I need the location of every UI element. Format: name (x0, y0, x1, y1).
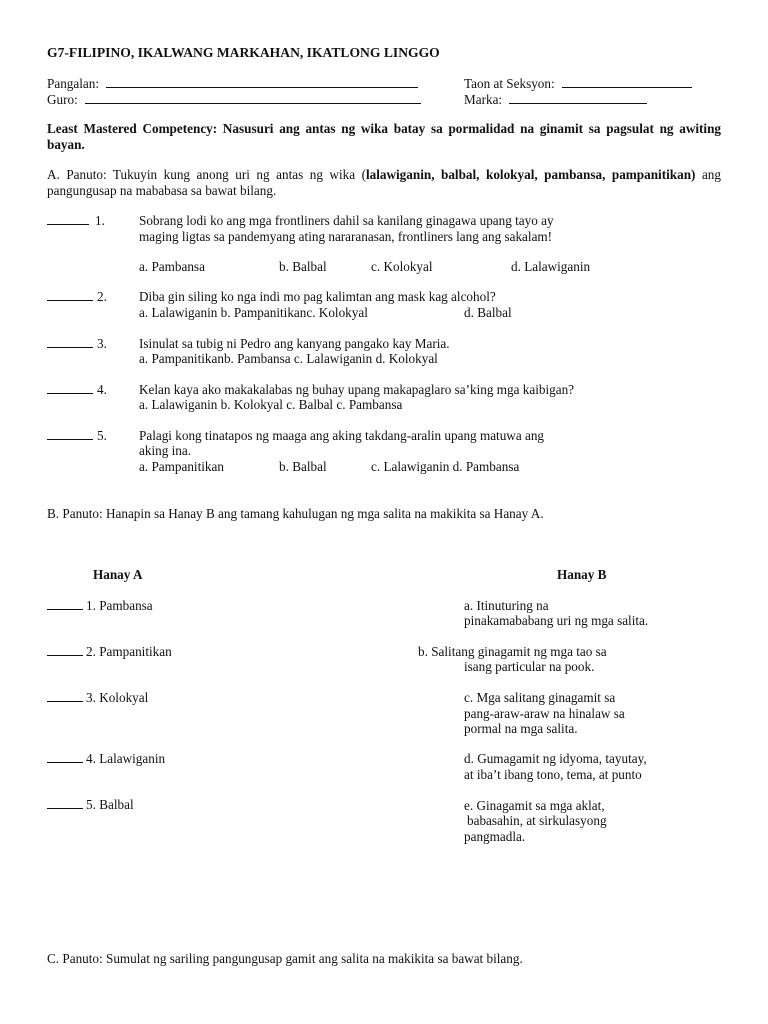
name-label: Pangalan: (47, 76, 100, 91)
column-b-item-b: isang particular na pook. (464, 659, 595, 674)
column-b-item-b: b. Salitang ginagamit ng mga tao sa (418, 644, 607, 659)
column-a-item-2: 2. Pampanitikan (47, 644, 172, 660)
teacher-field (47, 91, 421, 108)
teacher-label: Guro: (47, 92, 78, 107)
part-c-instructions: C. Panuto: Sumulat ng sariling pangungusap gamit ang salita na makikita sa bawat bilang. (47, 951, 523, 966)
column-b-item-c: pormal na mga salita. (464, 721, 578, 736)
column-b-item-a: pinakamababang uri ng mga salita. (464, 613, 649, 628)
column-b-heading: Hanay B (557, 567, 607, 582)
column-b-item-c: c. Mga salitang ginagamit sa (464, 690, 616, 705)
answer-blank (47, 428, 93, 440)
question-2-choices: a. Lalawiganin b. Pampanitikanc. Kolokyal (139, 305, 368, 320)
column-a-item-4: 4. Lalawiganin (47, 751, 165, 767)
question-4-number: 4. (47, 382, 107, 398)
question-5-choice-a: a. Pampanitikan (139, 459, 224, 474)
column-b-item-a: a. Itinuturing na (464, 598, 549, 613)
answer-blank (47, 751, 83, 763)
answer-blank (47, 289, 93, 301)
question-5-text: Palagi kong tinatapos ng maaga ang aking takdang-aralin upang matuwa ang (139, 428, 545, 443)
score-field (464, 91, 647, 108)
part-a-instructions: A. Panuto: Tukuyin kung anong uri ng antas ng wika (lalawiganin, balbal, kolokyal, pambansa, pampanitikan) ang pangungusap na mababasa sa bawat bilang. (47, 167, 721, 198)
question-3-number: 3. (47, 336, 107, 352)
question-5-number: 5. (47, 428, 107, 444)
answer-blank (47, 336, 93, 348)
question-1-text: maging ligtas sa pandemyang ating nararanasan, frontliners lang ang sakalam! (139, 229, 553, 244)
column-a-item-3: 3. Kolokyal (47, 690, 148, 706)
question-2-choice-d: d. Balbal (464, 305, 512, 320)
column-b-item-c: pang-araw-araw na hinalaw sa (464, 706, 625, 721)
question-2-number: 2. (47, 289, 107, 305)
year-section-field (464, 75, 692, 92)
answer-blank (47, 644, 83, 656)
column-a-item-1: 1. Pambansa (47, 598, 153, 614)
column-a-heading: Hanay A (93, 567, 143, 582)
year-section-label: Taon at Seksyon: (464, 76, 555, 91)
column-b-item-e: pangmadla. (464, 829, 526, 844)
competency-statement: Least Mastered Competency: Nasusuri ang antas ng wika batay sa pormalidad na ginamit sa pagsulat ng awiting bayan. (47, 121, 721, 152)
answer-blank (47, 213, 89, 225)
question-2-text: Diba gin siling ko nga indi mo pag kalimtan ang mask kag alcohol? (139, 289, 496, 304)
question-3-choices: a. Pampanitikanb. Pambansa c. Lalawiganin d. Kolokyal (139, 351, 438, 366)
column-b-item-e: babasahin, at sirkulasyong (467, 813, 607, 828)
question-1-choice-b: b. Balbal (279, 259, 327, 274)
worksheet-title: G7-FILIPINO, IKALWANG MARKAHAN, IKATLONG LINGGO (47, 45, 440, 60)
column-b-item-d: at iba’t ibang tono, tema, at punto (464, 767, 642, 782)
part-a-choices-bold: lalawiganin, balbal, kolokyal, pambansa, pampanitikan) (365, 167, 696, 182)
answer-blank (47, 797, 83, 809)
question-1-number: 1. (47, 213, 105, 229)
score-line (509, 91, 647, 104)
score-label: Marka: (464, 92, 503, 107)
column-b-item-e: e. Ginagamit sa mga aklat, (464, 798, 605, 813)
answer-blank (47, 382, 93, 394)
question-1-choice-d: d. Lalawiganin (511, 259, 591, 274)
question-1-choice-c: c. Kolokyal (371, 259, 433, 274)
name-field (47, 75, 418, 92)
column-b-item-d: d. Gumagamit ng idyoma, tayutay, (464, 751, 647, 766)
year-section-line (562, 75, 692, 88)
question-4-text: Kelan kaya ako makakalabas ng buhay upang makapaglaro sa’king mga kaibigan? (139, 382, 575, 397)
name-line (106, 75, 418, 88)
question-4-choices: a. Lalawiganin b. Kolokyal c. Balbal c. Pambansa (139, 397, 403, 412)
answer-blank (47, 690, 83, 702)
column-a-item-5: 5. Balbal (47, 797, 134, 813)
question-1-text: Sobrang lodi ko ang mga frontliners dahil sa kanilang ginagawa upang tayo ay (139, 213, 554, 228)
teacher-line (85, 91, 421, 104)
question-5-text: aking ina. (139, 443, 192, 458)
question-1-choice-a: a. Pambansa (139, 259, 205, 274)
question-5-choice-c: c. Lalawiganin d. Pambansa (371, 459, 520, 474)
question-3-text: Isinulat sa tubig ni Pedro ang kanyang pangako kay Maria. (139, 336, 450, 351)
part-b-instructions: B. Panuto: Hanapin sa Hanay B ang tamang kahulugan ng mga salita na makikita sa Hanay A. (47, 506, 544, 521)
question-5-choice-b: b. Balbal (279, 459, 327, 474)
answer-blank (47, 598, 83, 610)
